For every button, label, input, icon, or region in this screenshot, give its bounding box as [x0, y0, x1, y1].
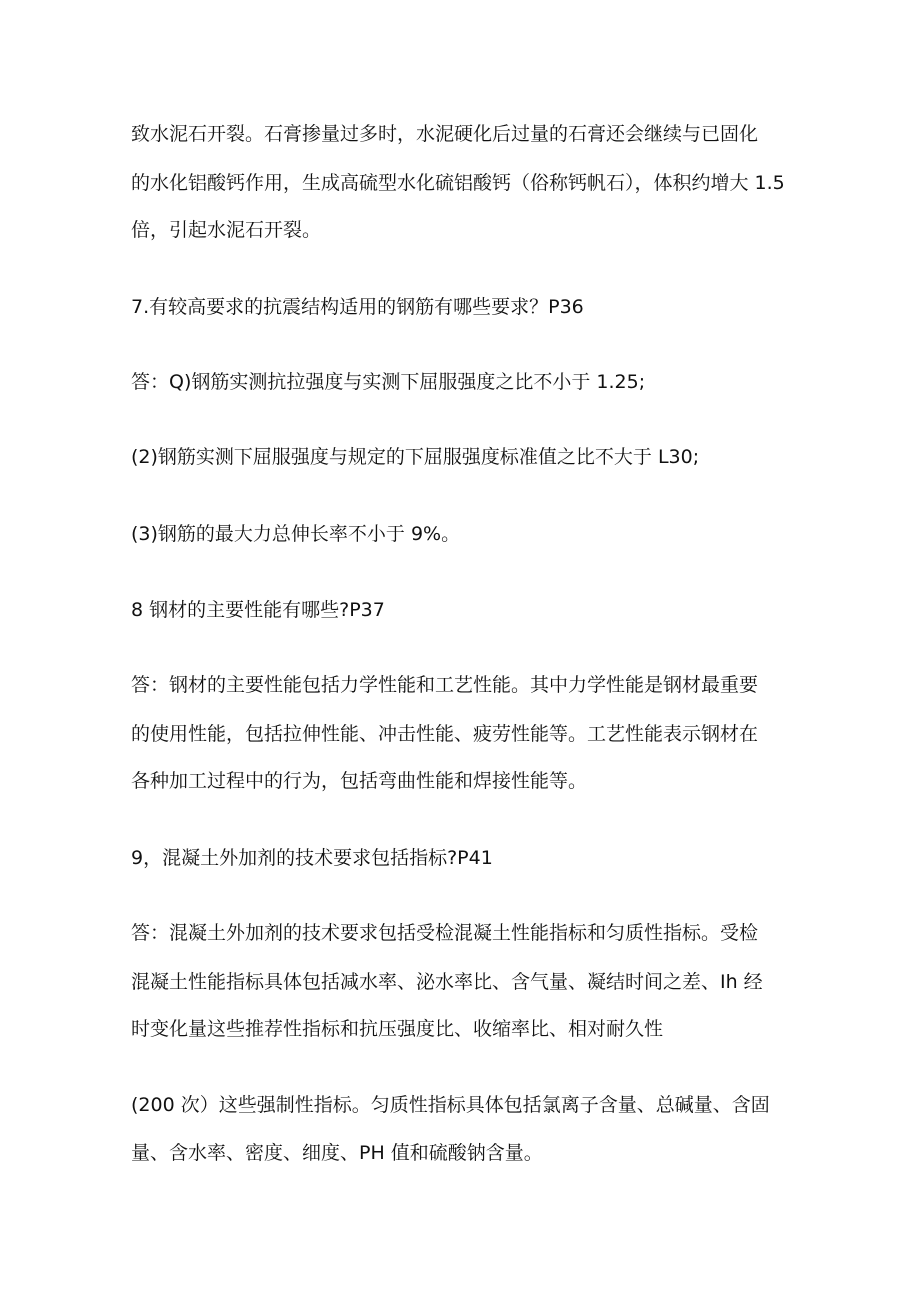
answer-line: 答：钢材的主要性能包括力学性能和工艺性能。其中力学性能是钢材最重要	[131, 674, 759, 696]
answer-line: 各种加工过程中的行为，包括弯曲性能和焊接性能等。	[131, 770, 588, 792]
answer-line: (3)钢筋的最大力总伸长率不小于 9%。	[131, 523, 461, 545]
answer-line: 答：混凝土外加剂的技术要求包括受检混凝土性能指标和匀质性指标。受检	[131, 922, 759, 944]
answer-line: 答：Q)钢筋实测抗拉强度与实测下屈服强度之比不小于 1.25;	[131, 371, 646, 393]
text-line: 的水化铝酸钙作用，生成高硫型水化硫铝酸钙（俗称钙帆石），体积约增大 1.5	[131, 172, 785, 194]
question-heading: 8 钢材的主要性能有哪些?P37	[131, 599, 385, 621]
answer-line: 混凝土性能指标具体包括减水率、泌水率比、含气量、凝结时间之差、Ih 经	[131, 971, 763, 993]
answer-line: (2)钢筋实测下屈服强度与规定的下屈服强度标准值之比不大于 L30;	[131, 446, 700, 468]
question-heading: 7.有较高要求的抗震结构适用的钢筋有哪些要求？P36	[131, 296, 584, 318]
text-line: 致水泥石开裂。石膏掺量过多时，水泥硬化后过量的石膏还会继续与已固化	[131, 123, 759, 145]
question-heading: 9，混凝土外加剂的技术要求包括指标?P41	[131, 847, 493, 869]
answer-line: 的使用性能，包括拉伸性能、冲击性能、疲劳性能等。工艺性能表示钢材在	[131, 723, 759, 745]
answer-line: 时变化量这些推荐性指标和抗压强度比、收缩率比、相对耐久性	[131, 1018, 664, 1040]
answer-line: (200 次）这些强制性指标。匀质性指标具体包括氯离子含量、总碱量、含固	[131, 1094, 770, 1116]
answer-line: 量、含水率、密度、细度、PH 值和硫酸钠含量。	[131, 1142, 543, 1164]
text-line: 倍，引起水泥石开裂。	[131, 219, 322, 241]
